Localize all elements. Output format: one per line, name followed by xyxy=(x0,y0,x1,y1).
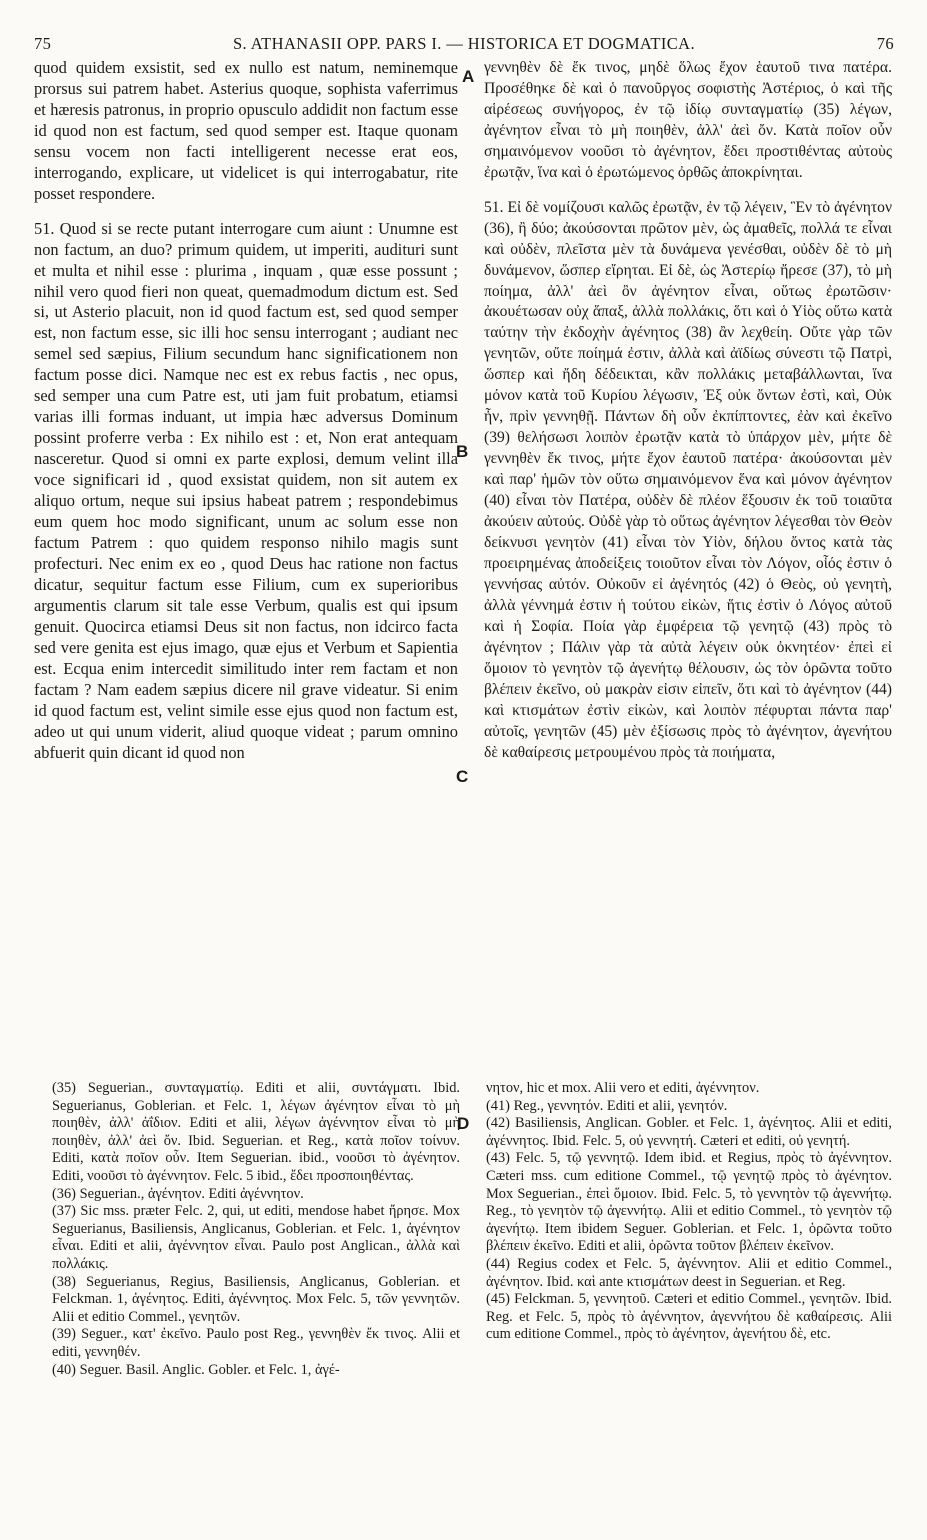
latin-column xyxy=(34,58,458,763)
footnote: (37) Sic mss. præter Felc. 2, qui, ut editi, mendose habet ἤρησε. Mox Seguerianus, Basiliensis, Anglicanus, Goblerian. et Felc. 1, ἀγένητον εἶναι. Editi et alii, ἀγέννητον εἶναι. Paulo post Anglican., ἀλλὰ καὶ πολλάκις. xyxy=(52,1203,460,1272)
greek-paragraph-1: γεννηθὲν δὲ ἔκ τινος, μηδὲ ὅλως ἔχον ἑαυτοῦ τινα πατέρα. Προσέθηκε δὲ καὶ ὁ πανοῦργος σοφιστὴς Ἀστέριος, ὁ καὶ τῆς αἱρέσεως συνήγορος, ἐν τῷ ἰδίῳ συνταγματίῳ (35) λέγων, ἀγένητον εἶναι τὸ μὴ ποιηθὲν, ἀλλ' ἀεὶ ὄν. Κατὰ ποῖον οὖν σημαινόμενον νοοῦσι τὸ ἀγένητον, ἔδει προστιθέντας αὐτοὺς ἐρωτᾷν, ἵνα καὶ ὁ ἐρωτώμενος ὀρθῶς ἀποκρίνηται. xyxy=(484,59,892,181)
footnote: (38) Seguerianus, Regius, Basiliensis, Anglicanus, Goblerian. et Felckman. 1, ἀγένητος. Editi, ἀγέννητος. Mox Felc. 5, τῶν γεννητῶν. Alii et editio Commel., γενητῶν. xyxy=(52,1273,460,1325)
running-header xyxy=(34,34,894,56)
footnote: (42) Basiliensis, Anglican. Gobler. et Felc. 1, ἀγένητος. Alii et editi, ἀγέννητος. Ibid. Felc. 5, οὐ γεννητή. Cæteri et editi, οὐ γενητή. xyxy=(486,1115,892,1149)
footnote: (39) Seguer., κατ' ἐκεῖνο. Paulo post Reg., γεννηθὲν ἔκ τινος. Alii et editi, γεννηθέν. xyxy=(52,1326,460,1360)
margin-marker-c: C xyxy=(456,767,469,786)
margin-marker-b: B xyxy=(456,442,469,461)
footnote: νητον, hic et mox. Alii vero et editi, ἀγέννητον. xyxy=(486,1080,760,1096)
greek-column xyxy=(484,58,892,763)
footnote: (35) Seguerian., συνταγματίῳ. Editi et alii, συντάγματι. Ibid. Seguerianus, Goblerian. et Felc. 1, λέγων ἀγένητον εἶναι τὸ μὴ ποιηθὲν, ἀλλ' ἀΐδιον. Editi et alii, λέγων ἀγέννητον εἶναι τὸ μὴ ποιηθὲν, ἀλλ' ἀεὶ ὄν. Ibid. Seguerian. et Reg., κατὰ ποῖον τοίνυν. Editi, κατὰ ποῖον οὖν. Item Seguerian. ibid., νοοῦσι τὸ ἀγένητον. Editi, νοοῦσι τὸ ἀγέννητον. Felc. 5 ibid., ἔδει προσποιηθέντας. xyxy=(52,1080,460,1184)
running-title: S. ATHANASII OPP. PARS I. — HISTORICA ET DOGMATICA. xyxy=(232,34,695,53)
footnote: (36) Seguerian., ἀγένητον. Editi ἀγέννητον. xyxy=(52,1185,304,1202)
margin-marker-a: A xyxy=(462,67,475,86)
footnote: (44) Regius codex et Felc. 5, ἀγέννητον. Alii et editio Commel., ἀγένητον. Ibid. καὶ ante κτισμάτων deest in Seguerian. et Reg. xyxy=(486,1255,892,1290)
page-number-left: 75 xyxy=(34,34,52,53)
margin-marker-d: D xyxy=(457,1114,470,1133)
footnote: (40) Seguer. Basil. Anglic. Gobler. et Felc. 1, ἀγέ- xyxy=(52,1361,340,1378)
footnote: (41) Reg., γεννητόν. Editi et alii, γενητόν. xyxy=(486,1097,728,1114)
footnotes-left xyxy=(52,1080,460,1379)
footnote: (43) Felc. 5, τῷ γεννητῷ. Idem ibid. et Regius, πρὸς τὸ ἀγέννητον. Cæteri mss. cum editione Commel., τῷ γενητῷ πρὸς τὸ ἀγένητον. Mox Seguerian., ἐπεὶ ὅμοιον. Ibid. Felc. 5, τὸ γεννητὸν τῷ ἀγεννήτῳ. Reg., τὸ γενητὸν τῷ ἀγεννήτῳ. Alii et editio Commel., τὸ γενητὸν τῷ ἀγενήτῳ. Item ibidem Seguer. Goblerian. et Felc. 1, ὁρῶντα τοῦτο βλέπειν ἐκεῖνο. Editi et alii, ὁρῶντα τοῦτον βλέπειν ἐκεῖνον. xyxy=(486,1150,892,1255)
page-number-right: 76 xyxy=(876,34,894,53)
greek-paragraph-2: 51. Εἰ δὲ νομίζουσι καλῶς ἐρωτᾷν, ἐν τῷ λέγειν, Ἓν τὸ ἀγένητον (36), ἢ δύο; ἀκούσονται πρῶτον μὲν, ὡς ἀμαθεῖς, πολλά τε εἶναι καὶ οὐδὲν, πλεῖστα μὲν τὰ δυνάμενα γενέσθαι, οὐδὲν δὲ τὸ μὴ δυνάμενον, ὥσπερ εἴρηται. Εἰ δὲ, ὡς Ἀστερίῳ ἤρεσε (37), τὸ μὴ ποίημα, ἀλλ' ἀεὶ ὂν ἀγένητον εἶναι, οὕτως ἐρωτῶσιν· ἀκουέτωσαν οὐχ ἅπαξ, ἀλλὰ πολλάκις, ὅτι καὶ ὁ Υἱὸς οὕτω κατὰ ταύτην τὴν ἐκδοχὴν ἀγένητος (38) ἂν λεχθείη. Οὔτε γὰρ τῶν γενητῶν, οὔτε ποίημά ἐστιν, ἀλλὰ καὶ ἀϊδίως σύνεστι τῷ Πατρὶ, ὥσπερ καὶ ἤδη δέδεικται, κἂν πολλάκις μεταβάλλωνται, ἵνα μόνον κατὰ τοῦ Κυρίου λέγωσιν, Ἐξ οὐκ ὄντων ἐστὶ, καὶ, Οὐκ ἦν, πρὶν γεννηθῇ. Πάντων δὴ οὖν ἐκπίπτοντες, ἐὰν καὶ ἐκεῖνο (39) θελήσωσι λοιπὸν ἐρωτᾷν κατὰ τὸ ὑπάρχον μὲν, μήτε δὲ γεννηθὲν ἔκ τινος, μήτε ἔχον ἑαυτοῦ πατέρα· ἀκούσονται μὲν καὶ παρ' ἡμῶν τὸν οὕτω σημαινόμενον ἕνα καὶ μόνον ἀγένητον (40) εἶναι τὸν Πατέρα, οὐδὲν δὲ πλέον ἕξουσιν ἐκ τοῦ τοιαῦτα ἀκούειν αὐτούς. Οὐδὲ γὰρ τὸ οὕτως ἀγένητον λέγεσθαι τὸν Θεὸν δείκνυσι γενητὸν (41) εἶναι τὸν Υἱὸν, δήλου ὄντος κατὰ τὰς προειρημένας ἀποδείξεις τοιοῦτον εἶναι τὸν Λόγον, οἷός ἐστιν ὁ γεννήσας αὐτόν. Οὐκοῦν εἰ ἀγένητός (42) ὁ Θεὸς, οὐ γενητὴ, ἀλλὰ γέννημά ἐστιν ἡ τούτου εἰκὼν, ἥτις ἐστὶν ὁ Λόγος αὐτοῦ καὶ ἡ Σοφία. Ποία γὰρ ἐμφέρεια τῷ γενητῷ (43) πρὸς τὸ ἀγένητον ; Πάλιν γὰρ τὰ αὐτὰ λέγειν οὐκ ὀκνητέον· ἐπεὶ εἰ ὅμοιον τὸ γενητὸν τῷ ἀγενήτῳ θέλουσιν, ὡς τὸν ὁρῶντα τοῦτο βλέπειν ἐκεῖνο, οὐ μακρὰν εἰσιν εἰπεῖν, ὅτι καὶ τὸ ἀγένητον (44) καὶ κτισμάτων ἐστὶν εἰκὼν, καὶ λοιπὸν πέφυρται πάντα παρ' αὐτοῖς, γενητῶν (45) μὲν ἐξίσωσις πρὸς τὸ ἀγένητον, ἀγενήτου δὲ καθαίρεσις μετρουμένου πρὸς τὰ ποιήματα, xyxy=(484,198,892,761)
footnotes-right xyxy=(486,1080,892,1344)
footnote: (45) Felckman. 5, γεννητοῦ. Cæteri et editio Commel., γενητῶν. Ibid. Reg. et Felc. 5, πρὸς τὸ ἀγέννητον, ἀγεννήτου δὲ καθαίρεσις. Alii cum editione Commel., πρὸς τὸ ἀγένητον, ἀγενήτου δὲ, etc. xyxy=(486,1291,892,1343)
latin-paragraph-1: quod quidem exsistit, sed ex nullo est natum, neminemque prorsus sui patrem habet. Asterius quoque, sophista vaferrimus et hæresis patronus, in proprio opusculo addidit non factum esse id quod non est factum, sed quod semper est. Itaque quonam sensu vocem non facti intelligerent necesse erat eos, interrogando, explicare, ut videlicet is qui interrogabatur, rite posset respondere. xyxy=(34,58,458,203)
latin-paragraph-2: 51. Quod si se recte putant interrogare cum aiunt : Unumne est non factum, an duo? primum quidem, ut imperiti, audituri sunt et multa et nihil esse : plurima , inquam , quæ esse possunt ; nihil vero quod fieri non queat, quemadmodum dictum est. Sed si, ut Asterio placuit, non id quod factum est, sed quod semper est, non factum esse, sic illi hoc sensu interrogant ; audiant nec semel sed sæpius, Filium secundum hanc significationem non factum posse dici. Namque nec est ex rebus factis , nec opus, sed semper una cum Patre est, uti jam fuit probatum, etiamsi varias illi formas induant, ut impia hæc adversus Dominum possint proferre verba : Ex nihilo est : et, Non erat antequam nasceretur. Quod si omni ex parte explosi, demum velint illa voce significari id , quod exsistat quidem, non sit autem ex aliquo ortum, neque sui ipsius habeat patrem ; respondebimus eum quem hoc modo significant, unum ac solum esse non factum Patrem : quo quidem responso nihilo magis sunt profecturi. Nec enim ex eo , quod Deus hac ratione non factus dicatur, sequitur factum esse Filium, cum ex superioribus argumentis clarum sit tale esse Verbum, qualis est qui ipsum genuit. Quocirca etiamsi Deus sit non factus, non idcirco facta sed vere genita est ejus imago, quæ ejus et Verbum et Sapientia est. Ecqua enim intercedit similitudo inter rem factam et non factam ? Nam eadem sæpius dicere nil grave videatur. Si enim id quod factum est, velint simile esse ejus quod non factum est, adeo ut qui unum viderit, aliud quoque videat ; parum omnino abfuerit quin dicant id quod non xyxy=(34,218,458,762)
